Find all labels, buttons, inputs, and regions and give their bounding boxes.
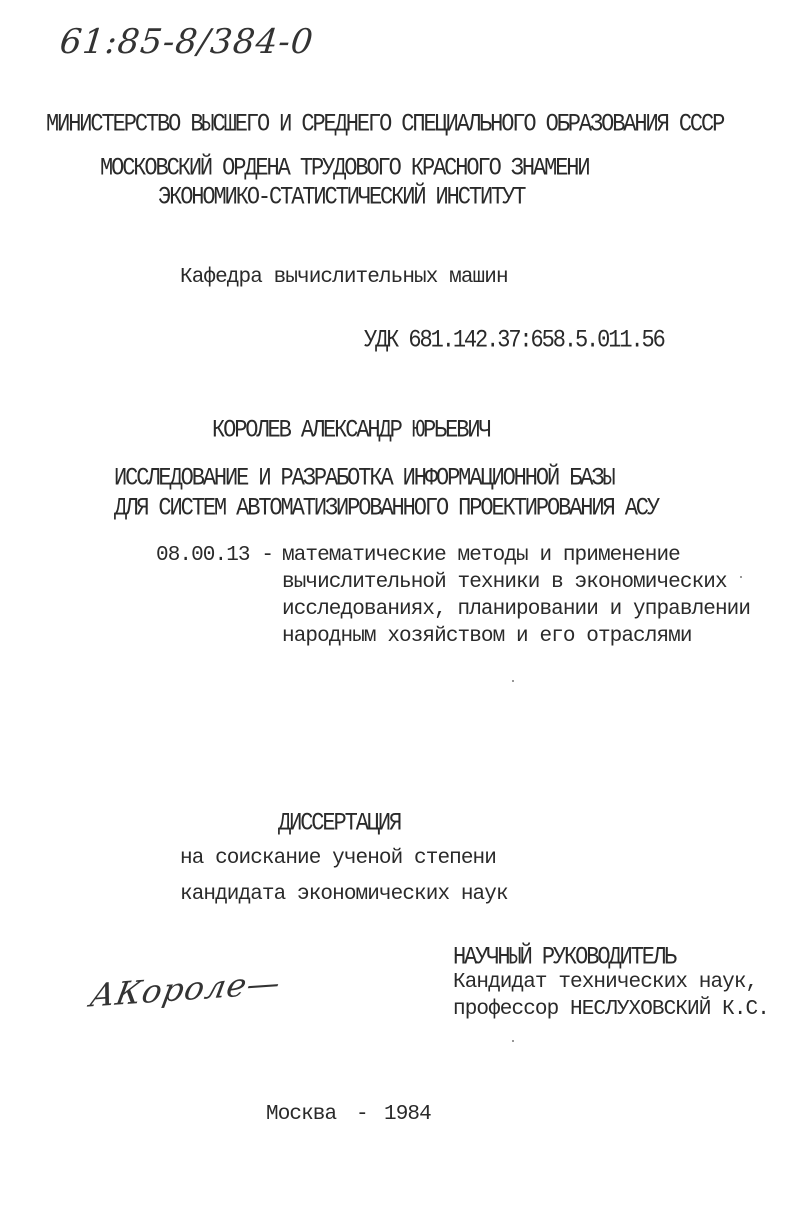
specialty-line-3: исследованиях, планировании и управлении	[282, 598, 751, 621]
specialty-line-2: вычислительной техники в экономических	[282, 571, 727, 594]
department: Кафедра вычислительных машин	[180, 266, 508, 289]
institute-line-2: ЭКОНОМИКО-СТАТИСТИЧЕСКИЙ ИНСТИТУТ	[158, 182, 525, 212]
dissertation-line-2: кандидата экономических наук	[180, 883, 508, 906]
dissertation-heading: ДИССЕРТАЦИЯ	[278, 808, 401, 838]
author-name: КОРОЛЕВ АЛЕКСАНДР ЮРЬЕВИЧ	[212, 415, 490, 445]
institute-line-1: МОСКОВСКИЙ ОРДЕНА ТРУДОВОГО КРАСНОГО ЗНАМЕНИ	[100, 153, 589, 183]
thesis-title-line-2: ДЛЯ СИСТЕМ АВТОМАТИЗИРОВАННОГО ПРОЕКТИРОВАНИЯ АСУ	[114, 493, 659, 523]
udc-code: УДК 681.142.37:658.5.011.56	[364, 325, 664, 355]
specialty-code: 08.00.13 -	[156, 544, 274, 567]
scan-speck	[512, 1040, 514, 1042]
supervisor-degree: Кандидат технических наук,	[453, 971, 758, 994]
year: 1984	[384, 1103, 431, 1126]
archive-number: 61:85-8/384-0	[57, 22, 316, 62]
scan-speck	[740, 576, 742, 578]
footer-dash: -	[356, 1103, 368, 1126]
author-signature: АКороле—	[87, 963, 285, 1015]
specialty-line-4: народным хозяйством и его отраслями	[282, 625, 692, 648]
city: Москва	[266, 1103, 337, 1126]
ministry-line: МИНИСТЕРСТВО ВЫСШЕГО И СРЕДНЕГО СПЕЦИАЛЬНОГО ОБРАЗОВАНИЯ СССР	[46, 109, 724, 139]
supervisor-name: профессор НЕСЛУХОВСКИЙ К.С.	[453, 998, 769, 1021]
dissertation-line-1: на соискание ученой степени	[180, 847, 496, 870]
supervisor-heading: НАУЧНЫЙ РУКОВОДИТЕЛЬ	[453, 942, 676, 972]
scan-speck	[512, 680, 514, 682]
specialty-line-1: математические методы и применение	[282, 544, 680, 567]
thesis-title-line-1: ИССЛЕДОВАНИЕ И РАЗРАБОТКА ИНФОРМАЦИОННОЙ БАЗЫ	[114, 463, 614, 493]
